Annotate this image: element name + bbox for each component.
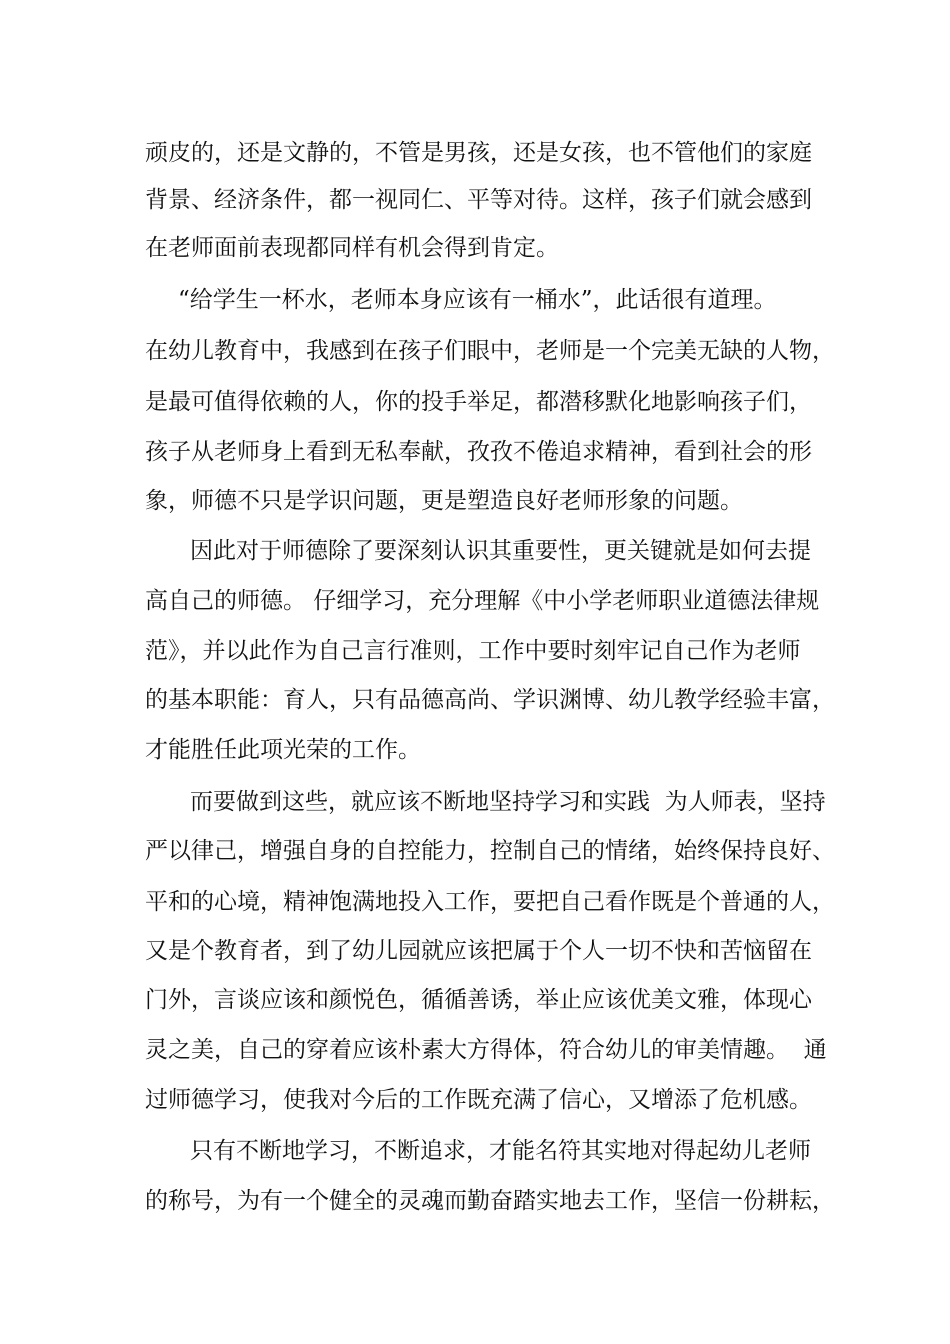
- text-line: 的基本职能：育人，只有品德高尚、学识渊博、幼儿教学经验丰富，: [145, 687, 835, 713]
- text-line: 是最可值得依赖的人，你的投手举足，都潜移默化地影响孩子们，: [145, 389, 812, 415]
- text-line: 在幼儿教育中，我感到在孩子们眼中，老师是一个完美无缺的人物，: [145, 338, 835, 364]
- text-line: 象，师德不只是学识问题，更是塑造良好老师形象的问题。: [145, 488, 743, 514]
- text-line: 又是个教育者，到了幼儿园就应该把属于个人一切不快和苦恼留在: [145, 938, 812, 964]
- text-line: 范》，并以此作为自己言行准则，工作中要时刻牢记自己作为老师: [145, 638, 801, 664]
- text-line: 顽皮的，还是文静的，不管是男孩，还是女孩，也不管他们的家庭: [145, 140, 812, 166]
- paragraph-first-line: 只有不断地学习，不断追求，才能名符其实地对得起幼儿老师: [190, 1138, 811, 1164]
- text-line: 在老师面前表现都同样有机会得到肯定。: [145, 235, 559, 261]
- text-line: 才能胜任此项光荣的工作。: [145, 737, 421, 763]
- paragraph-first-line: “给学生一杯水，老师本身应该有一桶水”，此话很有道理。: [178, 287, 777, 313]
- text-line: 的称号，为有一个健全的灵魂而勤奋踏实地去工作，坚信一份耕耘，: [145, 1188, 835, 1214]
- text-line: 高自己的师德。 仔细学习，充分理解《中小学老师职业道德法律规: [145, 588, 820, 614]
- text-line: 背景、经济条件，都一视同仁、平等对待。这样，孩子们就会感到: [145, 187, 812, 213]
- text-line: 过师德学习，使我对今后的工作既充满了信心，又增添了危机感。: [145, 1087, 812, 1113]
- text-line: 平和的心境，精神饱满地投入工作，要把自己看作既是个普通的人，: [145, 889, 835, 915]
- paragraph-first-line: 而要做到这些，就应该不断地坚持学习和实践 为人师表，坚持: [190, 789, 826, 815]
- paragraph-first-line: 因此对于师德除了要深刻认识其重要性，更关键就是如何去提: [190, 538, 811, 564]
- text-line: 严以律己，增强自身的自控能力，控制自己的情绪，始终保持良好、: [145, 838, 835, 864]
- text-line: 孩子从老师身上看到无私奉献，孜孜不倦追求精神，看到社会的形: [145, 439, 812, 465]
- text-line: 灵之美，自己的穿着应该朴素大方得体，符合幼儿的审美情趣。 通: [145, 1037, 827, 1063]
- text-line: 门外，言谈应该和颜悦色，循循善诱，举止应该优美文雅，体现心: [145, 987, 812, 1013]
